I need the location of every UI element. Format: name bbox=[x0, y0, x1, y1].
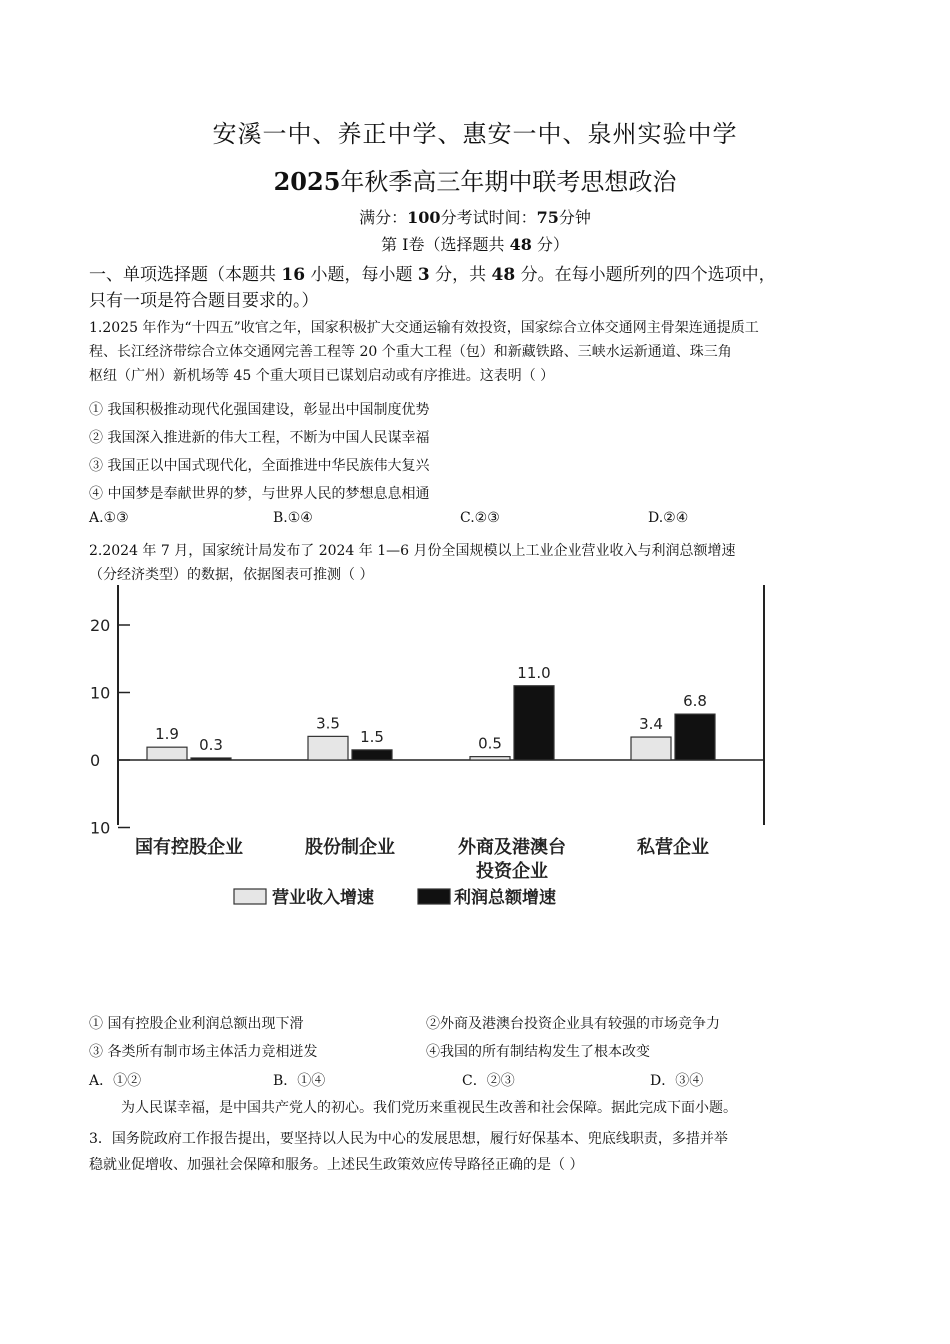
profit-growth-bar bbox=[675, 714, 715, 760]
chart-legend bbox=[234, 887, 556, 908]
score-label: 满分： bbox=[359, 208, 408, 227]
section-text: 分，共 bbox=[429, 265, 492, 285]
legend-label-profit: 利润总额增速 bbox=[454, 888, 556, 908]
profit-growth-label: 0.3 bbox=[199, 735, 223, 754]
q2-statement-1: ① 国有控股企业利润总额出现下滑 bbox=[89, 1016, 304, 1032]
school-names: 安溪一中、养正中学、惠安一中、泉州实验中学 bbox=[212, 120, 738, 148]
chart-axes bbox=[90, 585, 764, 838]
q2-option-c[interactable]: C．②③ bbox=[462, 1073, 515, 1089]
exam-title bbox=[0, 162, 950, 197]
volume-heading bbox=[0, 232, 950, 255]
q2-statement-3: ③ 各类所有制市场主体活力竞相迸发 bbox=[89, 1044, 318, 1060]
revenue-growth-bar bbox=[147, 747, 187, 760]
profit-growth-bar bbox=[514, 686, 554, 760]
question-text: 3．国务院政府工作报告提出，要坚持以人民为中心的发展思想，履行好保基本、兜底线职责，多措并举 bbox=[89, 1131, 728, 1147]
revenue-growth-bar bbox=[308, 736, 348, 760]
volume-score: 48 bbox=[509, 235, 532, 254]
score-value: 100 bbox=[407, 208, 441, 227]
y-tick-label: 20 bbox=[90, 616, 111, 635]
q2-statement-2: ②外商及港澳台投资企业具有较强的市场竞争力 bbox=[426, 1016, 720, 1032]
exam-meta bbox=[0, 205, 950, 228]
material-intro: 为人民谋幸福，是中国共产党人的初心。我们党历来重视民生改善和社会保障。据此完成下面小题。 bbox=[121, 1100, 737, 1116]
profit-growth-bar bbox=[191, 758, 231, 760]
section-instructions bbox=[89, 262, 869, 314]
revenue-growth-bar bbox=[631, 737, 671, 760]
section-text: 一、单项选择题（本题共 bbox=[89, 265, 282, 285]
section-text: 小题，每小题 bbox=[305, 265, 418, 285]
chart-category-labels bbox=[135, 836, 709, 882]
time-value: 75 bbox=[536, 208, 559, 227]
statement: ③ 我国正以中国式现代化，全面推进中华民族伟大复兴 bbox=[89, 458, 430, 474]
volume-prefix: 第 Ⅰ卷（选择题共 bbox=[381, 235, 510, 254]
statement: ② 我国深入推进新的伟大工程，不断为中国人民谋幸福 bbox=[89, 430, 430, 446]
q1-option-b[interactable]: B.①④ bbox=[273, 510, 313, 526]
revenue-growth-label: 3.4 bbox=[639, 715, 663, 734]
q1-option-c[interactable]: C.②③ bbox=[460, 510, 500, 526]
profit-growth-bar bbox=[352, 750, 392, 760]
q2-option-a[interactable]: A．①② bbox=[89, 1073, 142, 1089]
volume-suffix: 分） bbox=[531, 235, 569, 254]
bar-chart bbox=[88, 585, 793, 925]
q2-statement-4: ④我国的所有制结构发生了根本改变 bbox=[426, 1044, 650, 1060]
category-label: 外商及港澳台 bbox=[458, 837, 566, 858]
category-label: 投资企业 bbox=[476, 861, 548, 882]
section-text: 分。在每小题所列的四个选项中， bbox=[515, 265, 776, 285]
question-2 bbox=[89, 539, 859, 587]
statement: ① 我国积极推动现代化强国建设，彰显出中国制度优势 bbox=[89, 402, 430, 418]
section-text-line2: 只有一项是符合题目要求的。） bbox=[89, 291, 319, 311]
exam-year: 2025 bbox=[273, 167, 341, 196]
y-tick-label: 10 bbox=[90, 683, 111, 703]
time-label: 分考试时间： bbox=[440, 208, 537, 227]
question-1-statements bbox=[89, 396, 859, 508]
profit-growth-label: 11.0 bbox=[517, 663, 551, 682]
question-text: 1.2025 年作为“十四五”收官之年，国家积极扩大交通运输有效投资，国家综合立体交通网主骨架连通提质工 bbox=[89, 320, 759, 336]
time-unit: 分钟 bbox=[558, 208, 591, 227]
revenue-growth-label: 1.9 bbox=[155, 725, 179, 744]
question-text: 2.2024 年 7 月，国家统计局发布了 2024 年 1—6 月份全国规模以上工业企业营业收入与利润总额增速 bbox=[89, 543, 736, 559]
revenue-growth-label: 3.5 bbox=[316, 714, 340, 733]
chart-bars bbox=[147, 686, 715, 760]
revenue-growth-bar bbox=[470, 757, 510, 760]
legend-label-revenue: 营业收入增速 bbox=[272, 888, 374, 908]
exam-title-text: 年秋季高三年期中联考思想政治 bbox=[340, 168, 677, 196]
category-label: 私营企业 bbox=[637, 837, 709, 858]
chart-value-labels bbox=[155, 664, 707, 754]
category-label: 股份制企业 bbox=[305, 837, 395, 858]
points-each: 3 bbox=[417, 265, 430, 285]
question-text: 程、长江经济带综合立体交通网完善工程等 20 个重大工程（包）和新藏铁路、三峡水运新通道、珠三角 bbox=[89, 344, 732, 360]
q2-option-d[interactable]: D．③④ bbox=[650, 1073, 704, 1089]
category-label: 国有控股企业 bbox=[135, 837, 243, 858]
statement: ④ 中国梦是奉献世界的梦，与世界人民的梦想息息相通 bbox=[89, 486, 430, 502]
question-text: （分经济类型）的数据，依据图表可推测（ ） bbox=[89, 567, 374, 583]
y-tick-label: 10 bbox=[90, 818, 111, 838]
question-1 bbox=[89, 316, 859, 388]
question-count: 16 bbox=[281, 265, 306, 285]
q1-option-a[interactable]: A.①③ bbox=[89, 510, 129, 526]
question-3 bbox=[89, 1126, 859, 1178]
revenue-growth-label: 0.5 bbox=[478, 734, 502, 753]
q2-option-b[interactable]: B．①④ bbox=[273, 1073, 326, 1089]
points-total: 48 bbox=[491, 265, 516, 285]
question-text: 稳就业促增收、加强社会保障和服务。上述民生政策效应传导路径正确的是（ ） bbox=[89, 1157, 584, 1173]
question-text: 枢纽（广州）新机场等 45 个重大项目已谋划启动或有序推进。这表明（ ） bbox=[89, 368, 555, 384]
q1-option-d[interactable]: D.②④ bbox=[648, 510, 689, 526]
y-tick-label: 0 bbox=[90, 751, 101, 770]
profit-growth-label: 6.8 bbox=[683, 692, 707, 711]
legend-swatch-profit bbox=[418, 889, 450, 904]
profit-growth-label: 1.5 bbox=[360, 727, 384, 746]
legend-swatch-revenue bbox=[234, 889, 266, 904]
